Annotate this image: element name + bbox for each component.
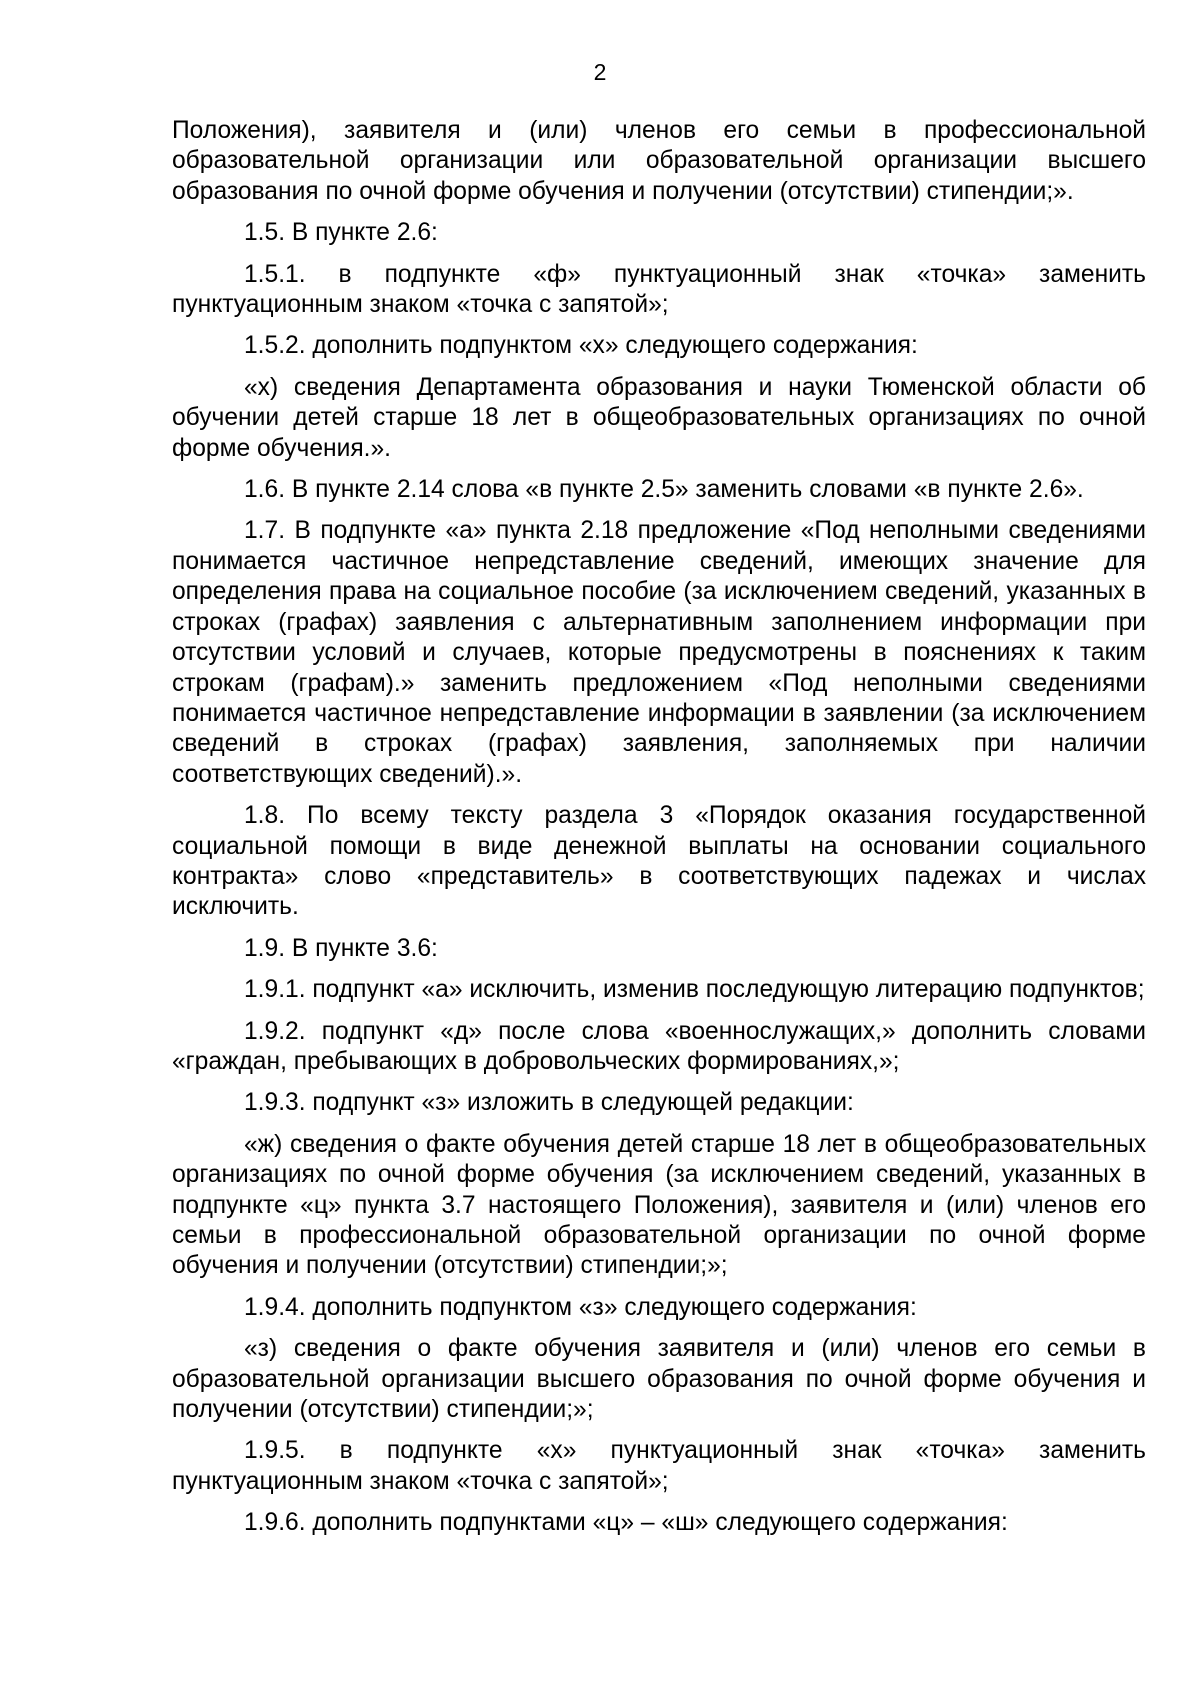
- paragraph: 1.9. В пункте 3.6:: [244, 934, 438, 962]
- paragraph: «ж) сведения о факте обучения детей старше 18 лет в общеобразовательных организациях по очной форме обучения (за исключением сведений, указанных в подпункте «ц» пункта 3.7 настоящего Положения), заявителя и (или) членов его семьи в профессиональной образовательной организации по очной форме обучения и получении (отсутствии) стипендии;»;: [172, 1130, 1146, 1280]
- page-number: 2: [593, 59, 607, 85]
- paragraph: 1.8. По всему тексту раздела 3 «Порядок оказания государственной социальной помощи в виде денежной выплаты на основании социального контракта» слово «представитель» в соответствующих падежах и числах исключить.: [172, 802, 1146, 921]
- paragraph: 1.6. В пункте 2.14 слова «в пункте 2.5» заменить словами «в пункте 2.6».: [244, 476, 1084, 504]
- paragraph: 1.7. В подпункте «а» пункта 2.18 предложение «Под неполными сведениями понимается частичное непредставление сведений, имеющих значение для определения права на социальное пособие (за исключением сведений, указанных в строках (графах) заявления с альтернативным заполнением информации при отсутствии условий и случаев, которые предусмотрены в пояснениях к таким строкам (графам).» заменить предложением «Под неполными сведениями понимается частичное непредставление информации в заявлении (за исключением сведений в строках (графах) заявления, заполняемых при наличии соответствующих сведений).».: [172, 517, 1146, 788]
- paragraph: Положения), заявителя и (или) членов его семьи в профессиональной образовательной организации или образовательной организации высшего образования по очной форме обучения и получении (отсутствии) стипендии;».: [172, 117, 1146, 205]
- paragraph: 1.5.1. в подпункте «ф» пунктуационный знак «точка» заменить пунктуационным знаком «точка с запятой»;: [172, 260, 1146, 319]
- paragraph: 1.9.5. в подпункте «х» пунктуационный знак «точка» заменить пунктуационным знаком «точка с запятой»;: [172, 1437, 1146, 1495]
- paragraph: 1.9.1. подпункт «а» исключить, изменив последующую литерацию подпунктов;: [244, 976, 1145, 1004]
- paragraph: 1.9.4. дополнить подпунктом «з» следующего содержания:: [244, 1293, 917, 1321]
- paragraph: 1.5.2. дополнить подпунктом «х» следующего содержания:: [244, 332, 918, 360]
- document-body: [172, 116, 1146, 1550]
- paragraph: 1.9.6. дополнить подпунктами «ц» – «ш» следующего содержания:: [244, 1509, 1008, 1537]
- paragraph: «з) сведения о факте обучения заявителя и (или) членов его семьи в образовательной организации высшего образования по очной форме обучения и получении (отсутствии) стипендии;»;: [172, 1335, 1146, 1424]
- paragraph: «х) сведения Департамента образования и науки Тюменской области об обучении детей старше 18 лет в общеобразовательных организациях по очной форме обучения.».: [172, 373, 1146, 462]
- paragraph: 1.9.3. подпункт «з» изложить в следующей редакции:: [244, 1089, 854, 1117]
- paragraph: 1.5. В пункте 2.6:: [244, 219, 438, 247]
- paragraph: 1.9.2. подпункт «д» после слова «военнослужащих,» дополнить словами «граждан, пребывающих в добровольческих формированиях,»;: [172, 1017, 1146, 1075]
